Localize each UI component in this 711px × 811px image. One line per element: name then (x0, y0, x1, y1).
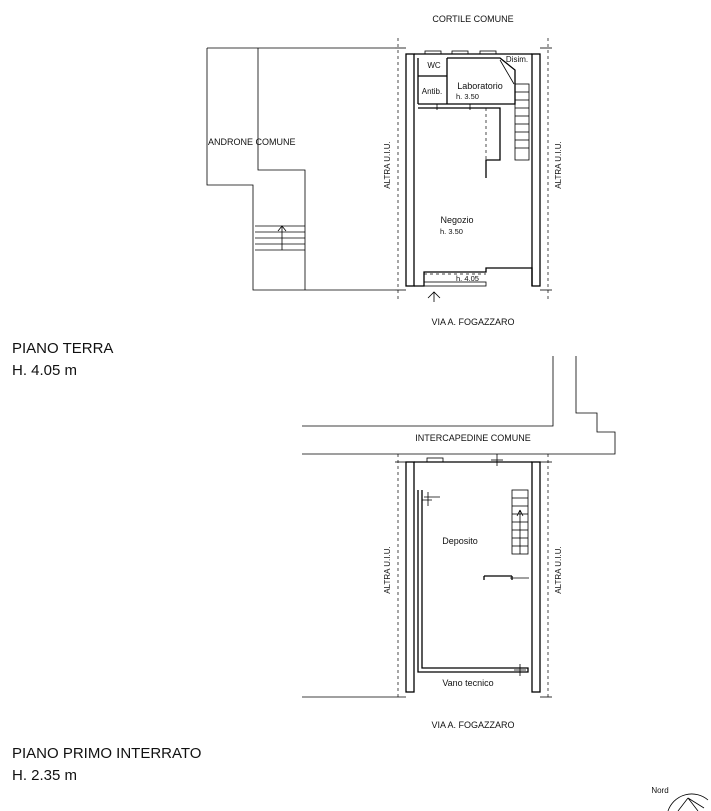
vano-tecnico-label: Vano tecnico (442, 678, 494, 688)
basement-plan (12, 356, 615, 784)
altra-uiu-left-ground: ALTRA U.I.U. (383, 141, 392, 189)
vano-tecnico-partition (484, 576, 512, 580)
via-fogazzaro-label-basement: VIA A. FOGAZZARO (431, 720, 515, 730)
negozio-label: Negozio (440, 215, 474, 225)
androne-comune-label: ANDRONE COMUNE (208, 137, 296, 147)
deposito-wall (418, 490, 528, 672)
laboratorio-label: Laboratorio (457, 81, 503, 91)
north-compass (651, 786, 708, 811)
altra-uiu-right-basement: ALTRA U.I.U. (554, 546, 563, 594)
via-fogazzaro-label-ground: VIA A. FOGAZZARO (431, 317, 515, 327)
basement-height: H. 2.35 m (12, 767, 78, 784)
ground-floor-title: PIANO TERRA (12, 340, 114, 357)
basement-party-wall-right (532, 462, 540, 692)
intercapedine-label: INTERCAPEDINE COMUNE (415, 433, 531, 443)
cortile-comune-label: CORTILE COMUNE (432, 14, 514, 24)
deposito-label: Deposito (442, 536, 478, 546)
altra-uiu-right-ground: ALTRA U.I.U. (554, 141, 563, 189)
north-label: Nord (651, 786, 669, 795)
basement-party-wall-left (406, 462, 414, 692)
north-arrow-icon (668, 794, 708, 811)
entrance-arrow (428, 292, 440, 302)
androne-stairs (255, 226, 305, 250)
negozio-partition (418, 108, 500, 178)
party-wall-left (406, 54, 414, 286)
basement-title: PIANO PRIMO INTERRATO (12, 745, 202, 762)
basement-staircase (512, 490, 528, 554)
disim-label: Disim. (505, 55, 529, 64)
antib-label: Antib. (421, 87, 443, 96)
ground-floor-plan (12, 14, 563, 379)
negozio-height: h. 3.50 (440, 227, 463, 236)
ground-floor-height: H. 4.05 m (12, 362, 78, 379)
ground-staircase (515, 84, 529, 160)
laboratorio-height: h. 3.50 (456, 92, 479, 101)
wc-label: WC (427, 61, 441, 70)
party-wall-right (532, 54, 540, 286)
androne-outline (207, 48, 395, 290)
entrance-height: h. 4.05 (456, 274, 479, 283)
altra-uiu-left-basement: ALTRA U.I.U. (383, 546, 392, 594)
